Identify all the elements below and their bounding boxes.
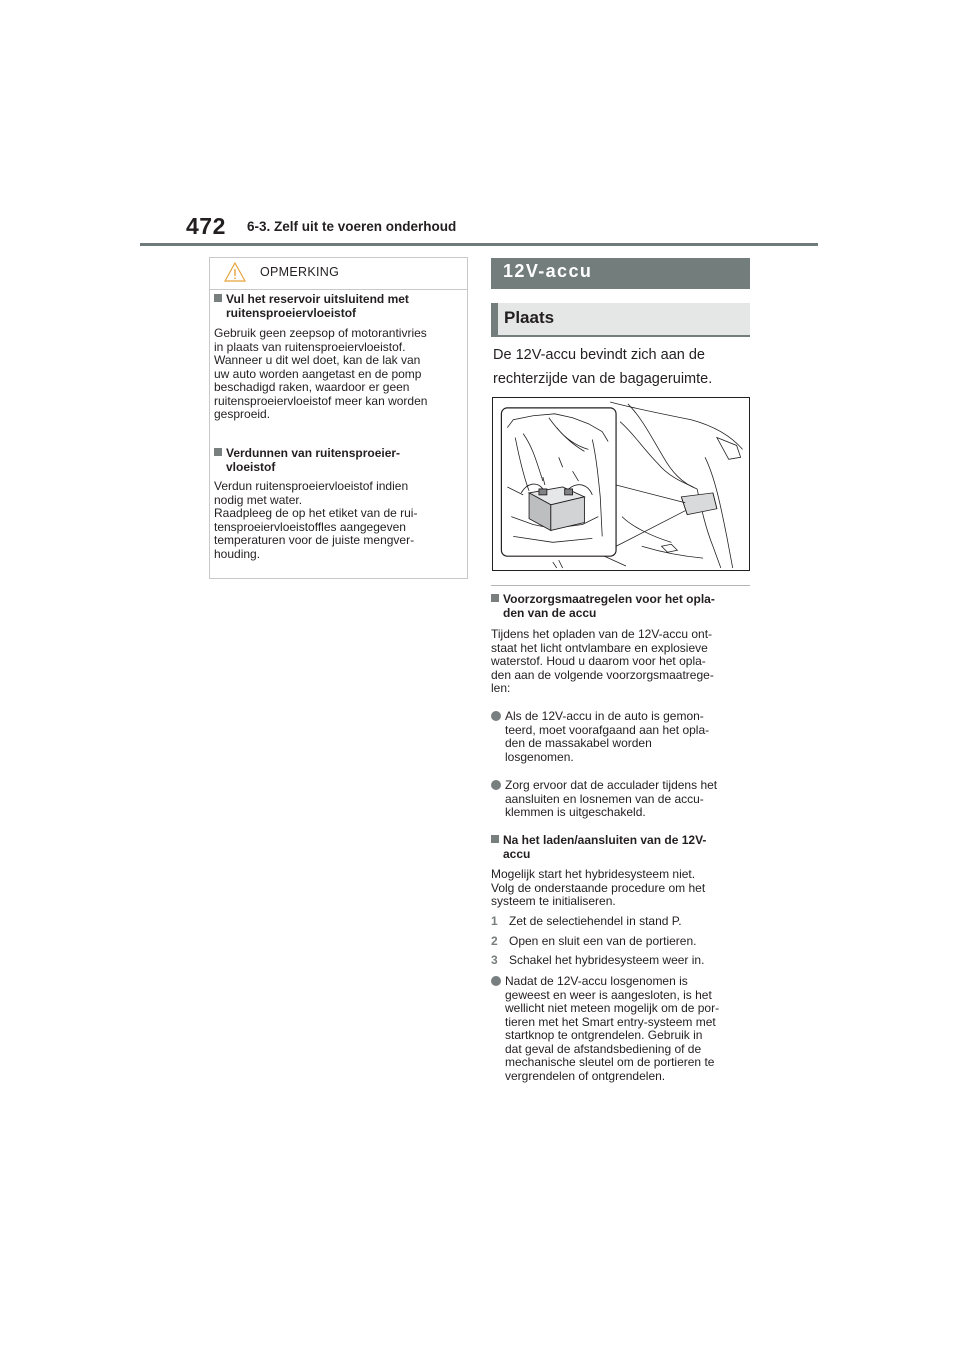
header-divider xyxy=(140,243,818,246)
paragraph-charging-precautions: Tijdens het opladen van de 12V-accu ont- staat het licht ontvlambare en explosieve waterstof. Houd u daarom voor het opla- den aan de volgende voorzorgsmaatrege- len: xyxy=(491,627,714,695)
section-title: 6-3. Zelf uit te voeren onderhoud xyxy=(247,219,457,234)
subheading-bar xyxy=(491,303,750,337)
square-bullet-icon xyxy=(491,835,499,843)
square-bullet-icon xyxy=(214,448,222,456)
note-subheading-2: Verdunnen van ruitensproeier- vloeistof xyxy=(214,447,464,474)
bullet-item-1: Als de 12V-accu in de auto is gemon- teerd, moet voorafgaand aan het opla- den de massakabel worden losgenomen. xyxy=(491,710,753,764)
section-divider xyxy=(491,585,750,586)
step-1: 1 Zet de selectiehendel in stand P. xyxy=(491,914,682,928)
round-bullet-icon xyxy=(491,976,501,986)
step-2: 2 Open en sluit een van de portieren. xyxy=(491,934,697,948)
subheading-charging-precautions: Voorzorgsmaatregelen voor het opla- den van de accu xyxy=(491,593,753,620)
note-header xyxy=(210,258,467,290)
bullet-item-3: Nadat de 12V-accu losgenomen is geweest en weer is aangesloten, is het wellicht niet meteen mogelijk om de por- tieren met het Smart entry-systeem met startknop te ontgrendelen. Gebruik in dat geval de afstandsbediening of de mechanische sleutel om de portieren te vergrendelen of ontgrendelen. xyxy=(491,975,753,1083)
subheading: Plaats xyxy=(504,308,555,327)
round-bullet-icon xyxy=(491,711,501,721)
square-bullet-icon xyxy=(491,594,499,602)
note-subheading-1: Vul het reservoir uitsluitend met ruitensproeiervloeistof xyxy=(214,293,464,320)
note-paragraph-2: Verdun ruitensproeiervloeistof indien nodig met water. Raadpleeg de op het etiket van de rui- tensproeiervloeistoffles aangegeven temperaturen voor de juiste mengver- houding. xyxy=(214,479,418,561)
note-box xyxy=(209,257,468,579)
main-heading-bar xyxy=(491,258,750,289)
square-bullet-icon xyxy=(214,294,222,302)
subheading-after-charging: Na het laden/aansluiten van de 12V- accu xyxy=(491,834,753,861)
round-bullet-icon xyxy=(491,780,501,790)
paragraph-after-charging: Mogelijk start het hybridesysteem niet. Volg de onderstaande procedure om het systeem te initialiseren. xyxy=(491,867,706,908)
step-3: 3 Schakel het hybridesysteem weer in. xyxy=(491,953,705,967)
page-number: 472 xyxy=(186,213,226,239)
bullet-item-2: Zorg ervoor dat de acculader tijdens het aansluiten en losnemen van de accu- klemmen is uitgeschakeld. xyxy=(491,779,753,820)
intro-text: De 12V-accu bevindt zich aan de rechterzijde van de bagageruimte. xyxy=(493,347,713,387)
note-paragraph-1: Gebruik geen zeepsop of motorantivries in plaats van ruitensproeiervloeistof. Wanneer u dit wel doet, kan de lak van uw auto worden aangetast en de pomp beschadigd raken, waardoor er geen ruitensproeiervloeistof meer kan worden gesproeid. xyxy=(214,326,428,421)
battery-location-illustration xyxy=(492,397,750,571)
main-heading: 12V-accu xyxy=(503,261,593,281)
note-label: OPMERKING xyxy=(260,265,340,279)
warning-icon xyxy=(224,262,246,282)
